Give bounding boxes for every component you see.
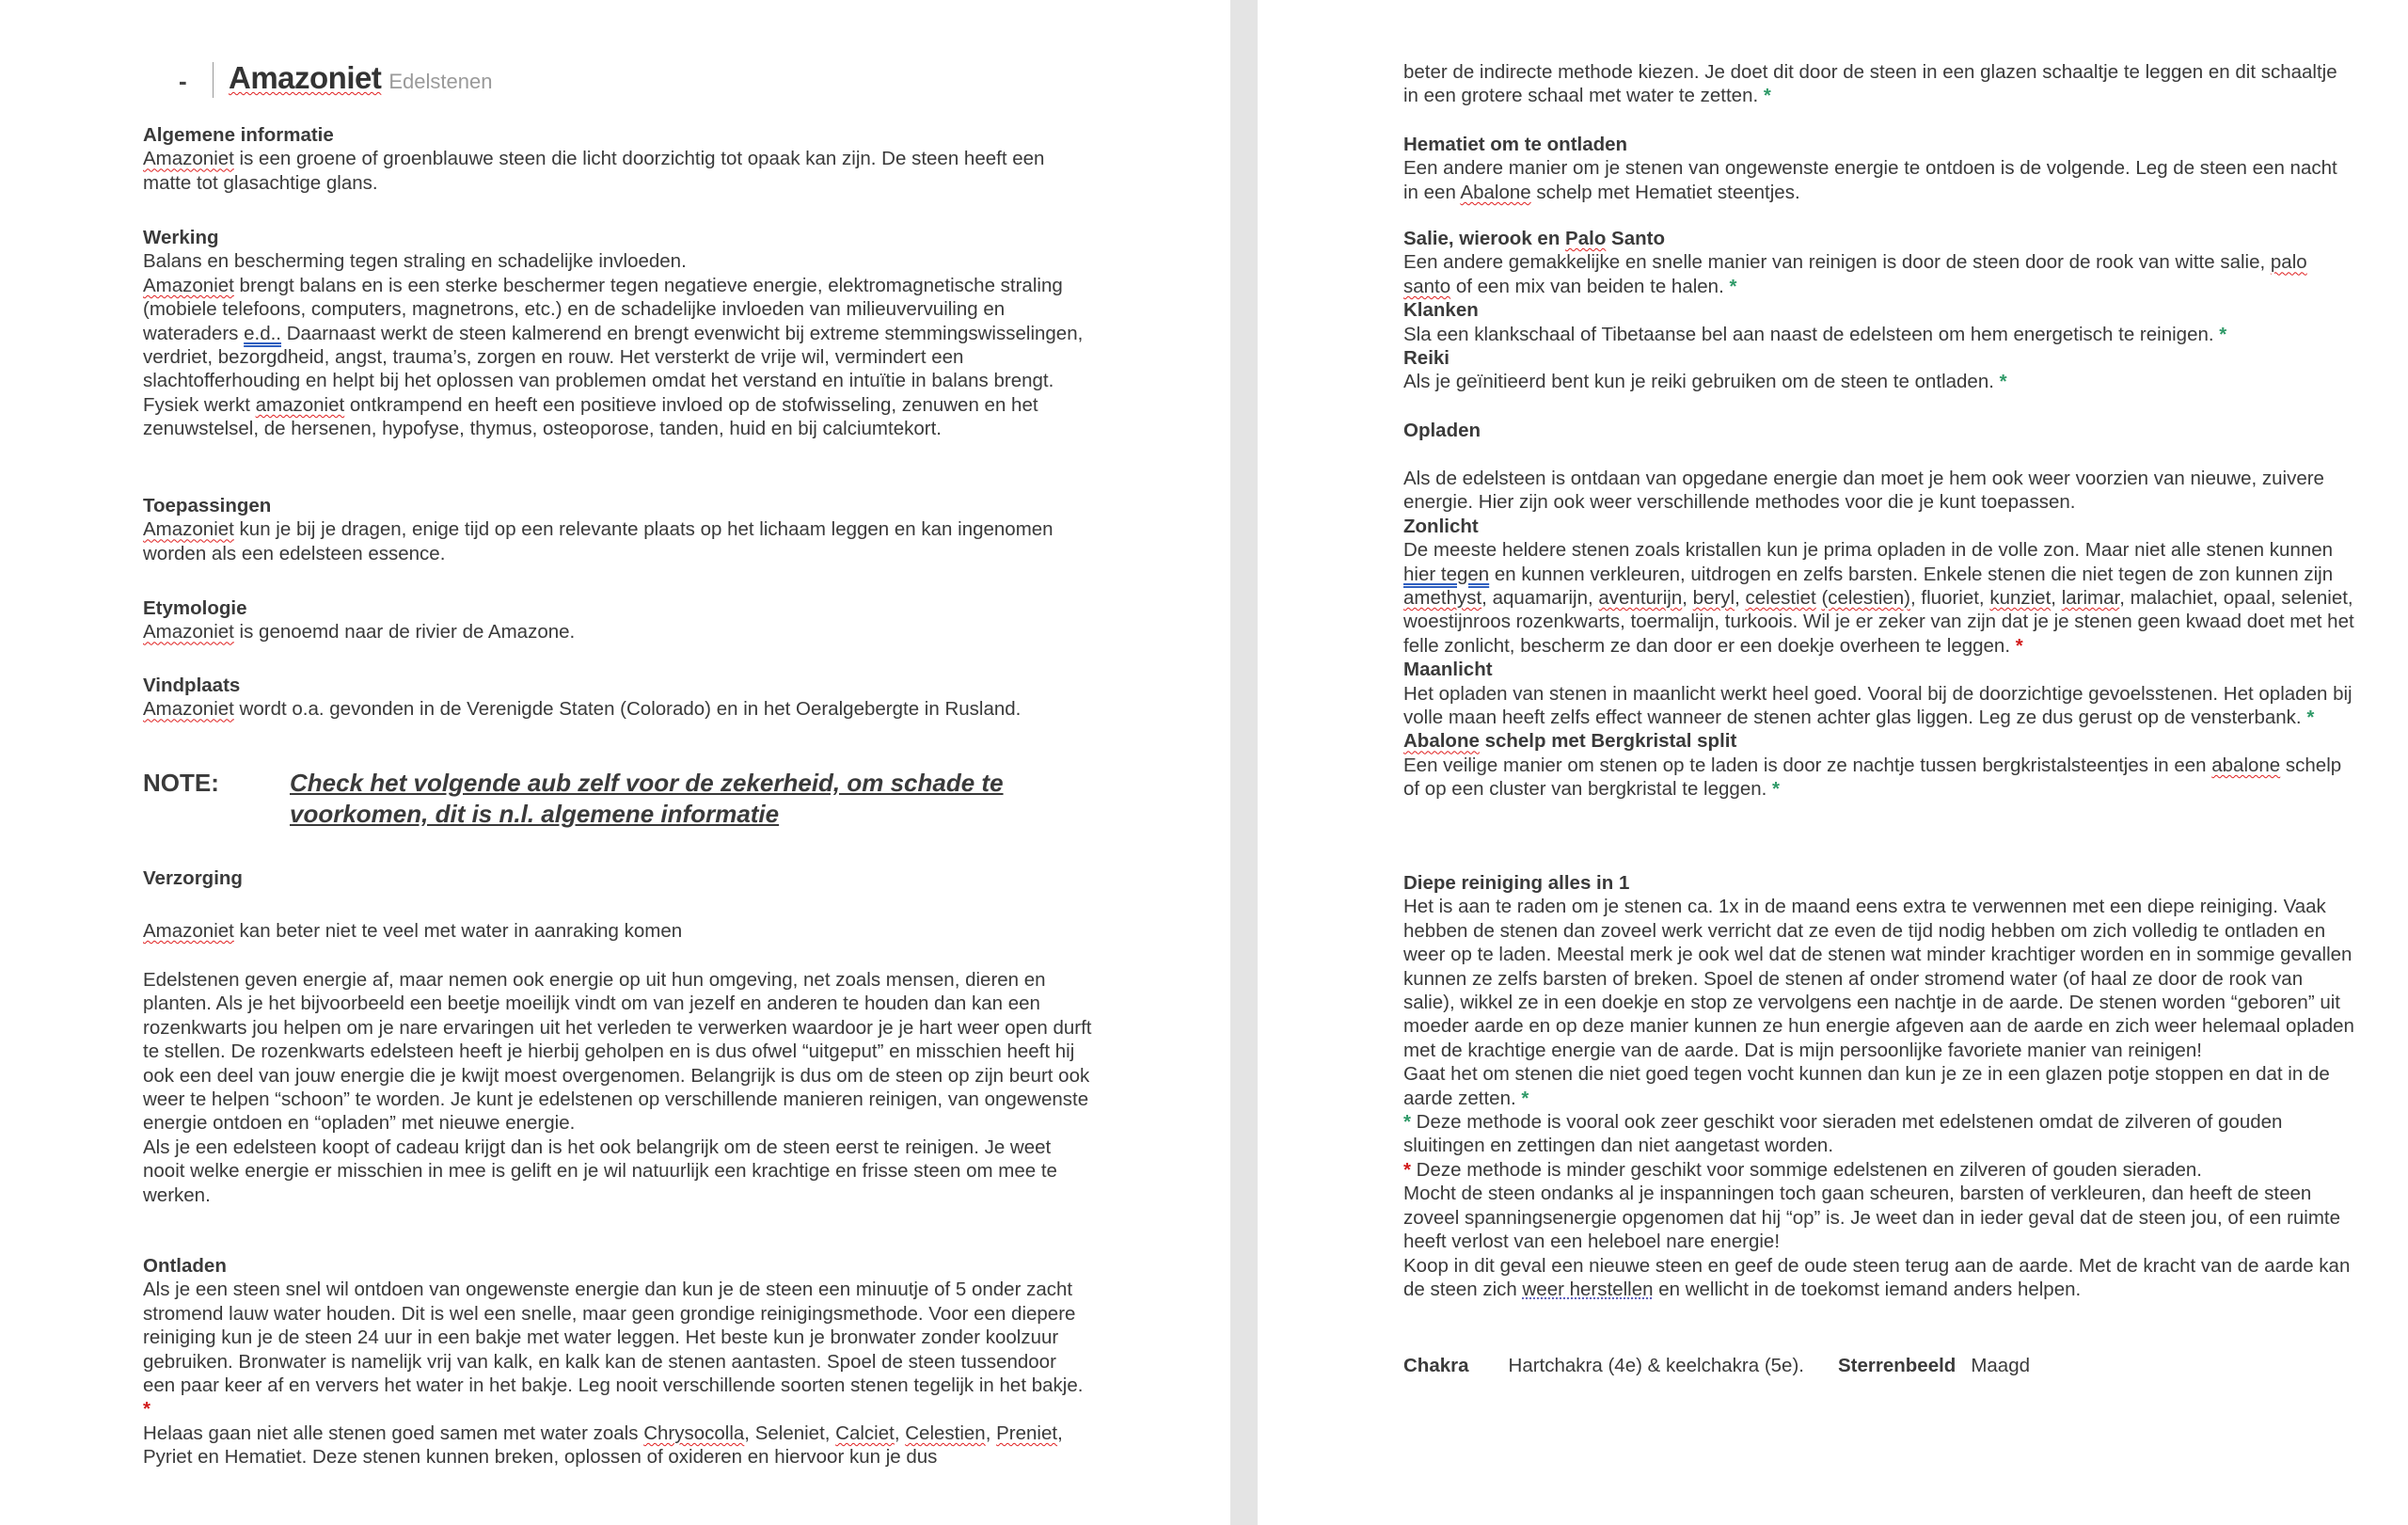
text-run: Opladen	[1403, 420, 1481, 441]
paragraph[interactable]	[143, 1278, 1093, 1421]
text-run: Werking	[143, 227, 219, 248]
spellcheck-word: aventurijn	[1598, 587, 1683, 610]
section-heading[interactable]	[1403, 298, 2355, 322]
flagged-phrase: weer herstellen	[1522, 1278, 1654, 1300]
paragraph[interactable]	[143, 919, 1093, 943]
spellcheck-word: abalone	[2211, 754, 2281, 776]
text-run: Als de edelsteen is ontdaan van opgedane energie dan moet je hem ook weer voorzien van nieuwe, zuivere energie. Hier zijn ook weer verschillende methodes voor die je kunt toepassen.	[1403, 468, 2324, 514]
spellcheck-word: Amazoniet	[143, 148, 234, 170]
spellcheck-word: Amazoniet	[143, 621, 234, 643]
document-section	[143, 919, 1093, 943]
text-run: beter de indirecte methode kiezen. Je doet dit door de steen in een glazen schaaltje te leggen en dit schaaltje in een grotere schaal met water te zetten.	[1403, 61, 2337, 107]
text-run: Een andere manier om je stenen van ongewenste energie te ontdoen is de volgende. Leg de steen een nacht in een	[1403, 157, 2337, 203]
text-run: Het opladen van stenen in maanlicht werkt heel goed. Vooral bij de doorzichtige gevoelsstenen. Het opladen bij volle maan heeft zelfs effect wanneer de stenen achter glas liggen. Leg ze dus gerust op de vensterbank.	[1403, 682, 2353, 729]
text-run: De meeste heldere stenen zoals kristallen kun je prima opladen in de volle zon. Maar niet alle stenen kunnen	[1403, 539, 2334, 562]
sterrenbeeld-label: Sterrenbeeld	[1837, 1355, 1956, 1376]
text-run: kun je bij je dragen, enige tijd op een relevante plaats op het lichaam leggen en kan ingenomen worden als een edelsteen essence.	[143, 518, 1054, 564]
green-asterisk-marker: *	[1999, 371, 2007, 393]
page-gap-divider	[1230, 0, 1258, 1525]
red-asterisk-marker: *	[2015, 634, 2023, 657]
green-asterisk-marker: *	[1521, 1087, 1529, 1109]
document-section	[1403, 871, 2355, 1301]
note-block	[143, 768, 1093, 830]
text-run: ,	[1682, 587, 1693, 610]
text-run: ,	[985, 1422, 997, 1444]
spellcheck-word: Abalone	[1403, 730, 1480, 753]
spellcheck-word: larimar	[2061, 587, 2120, 610]
document-section	[143, 968, 1093, 1207]
text-run: Reiki	[1403, 347, 1450, 370]
text-run: schelp met Hematiet steentjes.	[1530, 181, 1800, 203]
text-run: , Seleniet,	[744, 1422, 836, 1444]
text-run: en kunnen verkleuren, uitdrogen en zelfs barsten. Enkele stenen die niet tegen de zon kunnen zijn	[1489, 563, 2334, 585]
document-section	[143, 1254, 1093, 1469]
text-run: brengt balans en is een sterke beschermer tegen negatieve energie, elektromagnetische straling (mobiele telefoons, computers, magnetrons, etc.) en de schadelijke invloeden van milieuvervuiling en wateraders	[143, 274, 1063, 344]
section-heading[interactable]	[1403, 729, 2355, 753]
text-run: Zonlicht	[1403, 515, 1479, 537]
paragraph[interactable]	[1403, 1062, 2355, 1110]
grammar-flag-word: e.d..	[244, 322, 281, 344]
text-run: of een mix van beiden te halen.	[1450, 275, 1730, 297]
text-run: ,	[2051, 587, 2062, 610]
page-title[interactable]: Amazoniet	[229, 60, 382, 95]
spellcheck-word: Calciet	[835, 1422, 895, 1444]
spellcheck-word: Celestien	[905, 1422, 986, 1444]
paragraph[interactable]	[143, 1136, 1093, 1207]
document-section	[143, 226, 1093, 441]
section-heading[interactable]	[143, 1254, 1093, 1278]
section-heading[interactable]	[143, 866, 1093, 890]
text-run: Maanlicht	[1403, 659, 1493, 681]
green-asterisk-marker: *	[1403, 1111, 1411, 1134]
text-run: Deze methode is minder geschikt voor sommige edelstenen en zilveren of gouden sieraden.	[1410, 1158, 2202, 1181]
text-run: en wellicht in de toekomst iemand anders helpen.	[1653, 1278, 2082, 1300]
paragraph[interactable]	[143, 147, 1093, 195]
text-run: , aquamarijn,	[1481, 587, 1599, 610]
text-run: Sla een klankschaal of Tibetaanse bel aan naast de edelsteen om hem energetisch te reinigen.	[1403, 323, 2220, 345]
section-heading[interactable]	[1403, 419, 2355, 442]
text-run: Balans en bescherming tegen straling en schadelijke invloeden.	[143, 250, 687, 273]
chakra-label: Chakra	[1403, 1355, 1469, 1376]
section-heading[interactable]	[143, 494, 1093, 517]
paragraph[interactable]	[1403, 60, 2355, 108]
spellcheck-word: Chrysocolla	[643, 1422, 745, 1444]
spellcheck-word: santo	[1403, 275, 1451, 297]
paragraph[interactable]	[1403, 1158, 2355, 1182]
text-run: Toepassingen	[143, 495, 272, 516]
paragraph[interactable]	[143, 1422, 1093, 1469]
red-asterisk-marker: *	[1403, 1158, 1411, 1181]
spellcheck-word: celestiet	[1745, 587, 1816, 610]
spellcheck-word: kunziet	[1989, 587, 2052, 610]
text-run: Etymologie	[143, 597, 247, 619]
paragraph[interactable]	[1403, 156, 2355, 204]
document-section	[1403, 227, 2355, 394]
section-heading[interactable]	[1403, 658, 2355, 681]
spellcheck-word: Abalone	[1460, 181, 1531, 203]
spellcheck-word: Palo	[1565, 228, 1607, 249]
paragraph[interactable]	[1403, 467, 2355, 515]
text-run: Als je een steen snel wil ontdoen van ongewenste energie dan kun je de steen een minuutje of 5 onder zacht stromend lauw water houden. Dit is wel een snelle, maar geen grondige reinigingsmethode. Voor een diepere reiniging kun je de steen 24 uur in een bakje met water leggen. Het beste kun je bronwater zonder koolzuur gebruiken. Bronwater is namelijk vrij van kalk, en kalk kan de stenen aantasten. Spoel de steen tussendoor een paar keer af en ververs het water in het bakje. Leg nooit verschillende soorten stenen tegelijk in het bakje.	[143, 1279, 1084, 1397]
paragraph[interactable]	[1403, 1182, 2355, 1253]
page-subtitle[interactable]: Edelstenen	[388, 70, 493, 93]
paragraph[interactable]	[143, 517, 1093, 565]
paragraph[interactable]	[143, 620, 1093, 643]
document-section	[1403, 419, 2355, 442]
red-asterisk-marker: *	[143, 1398, 150, 1421]
text-run: wordt o.a. gevonden in de Verenigde Staten (Colorado) en in het Oeralgebergte in Rusland.	[233, 698, 1022, 721]
paragraph[interactable]	[1403, 682, 2355, 730]
text-run: ontkrampend en heeft een positieve invloed op de stofwisseling, zenuwen en het zenuwstelsel, de hersenen, hypofyse, thymus, osteoporose, tanden, huid en bij calciumtekort.	[143, 393, 1038, 440]
spellcheck-word: Preniet	[996, 1422, 1058, 1444]
section-heading[interactable]	[1403, 227, 2355, 250]
text-run: Daarnaast werkt de steen kalmerend en brengt evenwicht bij extreme stemmingswisselingen, verdriet, bezorgdheid, angst, trauma’s, zorgen en rouw. Het versterkt de vrije wil, vermindert een slachtofferhouding en helpt bij het oplossen van problemen omdat het verstand en intuïtie in balans brengt. Fysiek werkt	[143, 322, 1084, 416]
section-heading[interactable]	[143, 596, 1093, 620]
paragraph[interactable]	[1403, 1254, 2355, 1302]
spellcheck-word: amethyst	[1403, 587, 1482, 610]
spellcheck-word: Amazoniet	[143, 698, 234, 721]
spellcheck-word: Amazoniet	[143, 920, 234, 942]
spellcheck-word: (celestien)	[1821, 587, 1910, 610]
paragraph[interactable]	[143, 968, 1093, 1136]
green-asterisk-marker: *	[1772, 778, 1780, 801]
section-heading[interactable]	[1403, 346, 2355, 370]
text-run: Deze methode is vooral ook zeer geschikt voor sieraden met edelstenen omdat de zilveren of gouden sluitingen en zettingen dan niet aangetast worden.	[1403, 1111, 2283, 1157]
text-run: Mocht de steen ondanks al je inspanningen toch gaan scheuren, barsten of verkleuren, dan heeft de steen zoveel spanningsenergie opgenomen dat hij “op” is. Je weet dan in ieder geval dat de steen jou, of een ruimte heeft verlost van een heleboel nare energie!	[1403, 1183, 2341, 1253]
text-run: kan beter niet te veel met water in aanraking komen	[233, 920, 683, 942]
text-run: , fluoriet,	[1910, 587, 1990, 610]
document-section	[143, 866, 1093, 890]
spellcheck-word: amazoniet	[255, 393, 345, 416]
chakra-value: Hartchakra (4e) & keelchakra (5e).	[1508, 1355, 1804, 1376]
text-run: Salie, wierook en	[1403, 228, 1566, 249]
text-run: Santo	[1606, 228, 1665, 249]
green-asterisk-marker: *	[2306, 707, 2315, 729]
text-run: Verzorging	[143, 867, 243, 889]
text-run: Diepe reiniging alles in 1	[1403, 872, 1630, 894]
document-section	[1403, 133, 2355, 204]
text-run: Het is aan te raden om je stenen ca. 1x in de maand eens extra te verwennen met een diepe reiniging. Vaak hebben de stenen dan zoveel werk verricht dat ze even de tijd nodig hebben om zich volledig te ontladen en weer op te laden. Meestal merk je ook wel dat de stenen wat minder krachtiger worden en in sommige gevallen kunnen ze zelfs barsten of breken. Spoel de stenen af onder stromend water (of haal ze door de rook van salie), wikkel ze in een doekje en stop ze vervolgens een nachtje in de aarde. De stenen worden “geboren” uit moeder aarde en op deze manier kunnen ze hun energie afgeven aan de aarde en zich weer helemaal opladen met de krachtige energie van de aarde. Dat is mijn persoonlijke favoriete manier van reinigen!	[1403, 896, 2354, 1061]
text-run: Een veilige manier om stenen op te laden is door ze nachtje tussen bergkristalsteentjes in een	[1403, 754, 2212, 776]
text-run: , Pyriet en Hematiet. Deze stenen kunnen breken, oplossen of oxideren en hiervoor kun je dus	[143, 1422, 1063, 1469]
text-run: Ontladen	[143, 1255, 227, 1277]
paragraph[interactable]	[1403, 538, 2355, 658]
document-section	[143, 674, 1093, 722]
text-run: Gaat het om stenen die niet goed tegen vocht kunnen dan kun je ze in een glazen potje stoppen en dat in de aarde zetten.	[1403, 1063, 2330, 1109]
sterrenbeeld-value: Maagd	[1971, 1355, 2030, 1376]
section-heading[interactable]	[143, 123, 1093, 147]
paragraph[interactable]	[1403, 754, 2355, 802]
text-run: Als je geïnitieerd bent kun je reiki gebruiken om de steen te ontladen.	[1403, 371, 2000, 393]
paragraph[interactable]	[143, 697, 1093, 721]
text-run: Edelstenen geven energie af, maar nemen ook energie op uit hun omgeving, net zoals mensen, dieren en planten. Als je het bijvoorbeeld een beetje moeilijk vindt om van jezelf en anderen te houden dan kan een rozenkwarts jou helpen om je nare ervaringen uit het verleden te verwerken waardoor je je hart weer open durft te stellen. De rozenkwarts edelsteen heeft je hierbij geholpen en is dus ofwel “uitgeput” en misschien heeft hij ook een deel van jouw energie die je kwijt moest overgenomen. Belangrijk is dus om de steen op zijn beurt ook weer te helpen “schoon” te worden. Je kunt je edelstenen op verschillende manieren reinigen, van ongewenste energie ontdoen en “opladen” met nieuwe energie.	[143, 969, 1092, 1135]
section-heading[interactable]	[1403, 515, 2355, 538]
text-run: Klanken	[1403, 299, 1479, 322]
paragraph[interactable]	[143, 274, 1093, 441]
spellcheck-word: palo	[2270, 251, 2307, 274]
text-run: is een groene of groenblauwe steen die licht doorzichtig tot opaak kan zijn. De steen heeft een matte tot glasachtige glans.	[143, 148, 1045, 194]
green-asterisk-marker: *	[2219, 323, 2227, 345]
note-text[interactable]: Check het volgende aub zelf voor de zekerheid, om schade te voorkomen, dit is n.l. algemene informatie	[290, 769, 1004, 828]
text-run: schelp met Bergkristal split	[1479, 730, 1737, 753]
section-heading[interactable]	[143, 674, 1093, 697]
paragraph[interactable]	[1403, 323, 2355, 346]
text-run: schelp of op een cluster van bergkristal te leggen.	[1403, 754, 2342, 801]
text-run: Vindplaats	[143, 675, 241, 696]
text-run: Helaas gaan niet alle stenen goed samen met water zoals	[143, 1422, 644, 1444]
paragraph[interactable]	[1403, 250, 2355, 298]
text-run: Een andere gemakkelijke en snelle manier van reinigen is door de steen door de rook van witte salie,	[1403, 251, 2271, 274]
text-run: is genoemd naar de rivier de Amazone.	[233, 621, 576, 643]
green-asterisk-marker: *	[1729, 275, 1737, 297]
spellcheck-word: beryl	[1692, 587, 1735, 610]
section-heading[interactable]	[1403, 871, 2355, 895]
paragraph[interactable]	[143, 249, 1093, 273]
document-section	[143, 596, 1093, 644]
document-section	[1403, 60, 2355, 108]
document-section	[1403, 467, 2355, 802]
document-section	[143, 123, 1093, 195]
list-dash: -	[179, 67, 187, 95]
grammar-flag-word: hier tegen	[1403, 563, 1490, 585]
paragraph[interactable]	[1403, 370, 2355, 393]
section-heading[interactable]	[143, 226, 1093, 249]
spellcheck-word: Amazoniet	[143, 274, 234, 296]
text-run: Algemene informatie	[143, 124, 334, 146]
paragraph[interactable]	[1403, 1110, 2355, 1158]
text-run: Koop in dit geval een nieuwe steen en geef de oude steen terug aan de aarde. Met de kracht van de aarde kan de steen zich	[1403, 1254, 2351, 1300]
chakra-line	[1403, 1354, 2030, 1377]
note-label: NOTE:	[143, 769, 219, 797]
text-run: , malachiet, opaal, seleniet, woestijnroos rozenkwarts, toermalijn, turkoois. Wil je er zeker van zijn dat je je stenen geen kwaad doet met het felle zonlicht, bescherm ze dan door er een doekje overheen te leggen.	[1403, 587, 2354, 657]
text-run: ,	[1735, 587, 1746, 610]
paragraph[interactable]	[1403, 895, 2355, 1062]
document-page-right	[1258, 0, 2408, 1525]
text-run: ,	[894, 1422, 906, 1444]
text-run: Als je een edelsteen koopt of cadeau krijgt dan is het ook belangrijk om de steen eerst te reinigen. Je weet nooit welke energie er misschien in mee is gelift en je wil natuurlijk een krachtige en frisse steen om mee te werken.	[143, 1136, 1057, 1206]
text-run: Hematiet om te ontladen	[1403, 134, 1628, 155]
section-heading[interactable]	[1403, 133, 2355, 156]
document-section	[143, 494, 1093, 565]
spellcheck-word: Amazoniet	[143, 518, 234, 541]
header-divider	[213, 62, 214, 98]
green-asterisk-marker: *	[1763, 85, 1771, 107]
document-header	[179, 58, 492, 96]
